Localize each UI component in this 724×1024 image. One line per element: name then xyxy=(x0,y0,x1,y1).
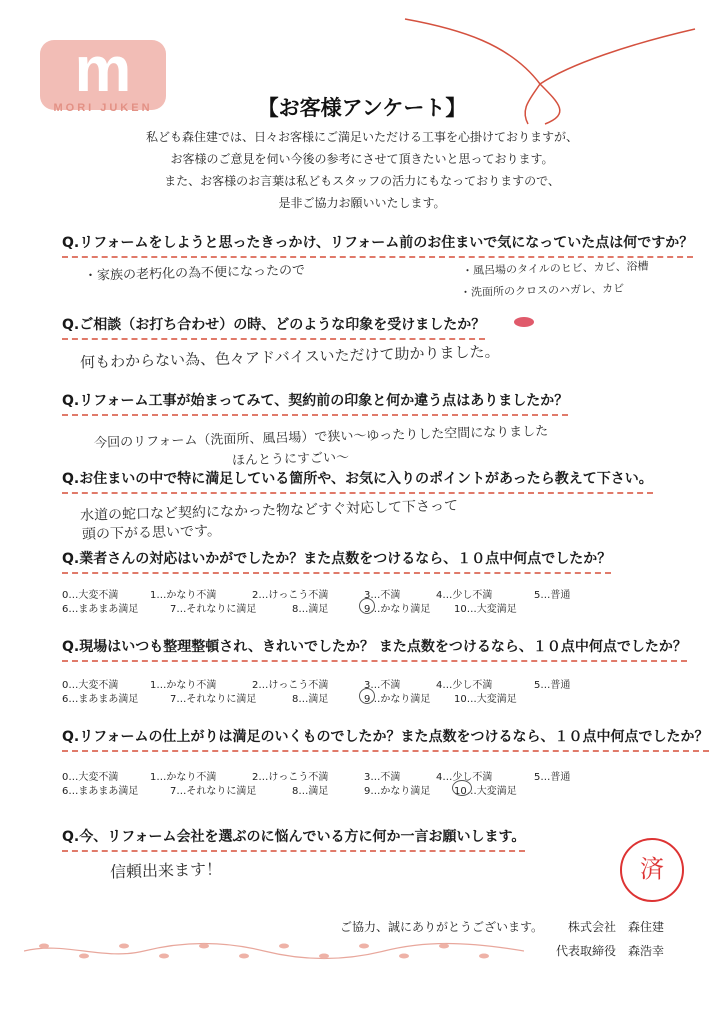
answer-3-line-2: ほんとうにすごい〜 xyxy=(231,450,350,469)
scale-option-0: 0…大変不満 xyxy=(62,680,119,691)
scale-option-5: 5…普通 xyxy=(534,590,571,601)
scale-option-9: 9…かなり満足 xyxy=(364,604,431,615)
scale-option-2: 2…けっこう不満 xyxy=(252,590,329,601)
intro-line-2: お客様のご意見を伺い今後の参考にさせて頂きたいと思っております。 xyxy=(170,152,554,166)
question-8: Q.今、リフォーム会社を選ぶのに悩んでいる方に何か一言お願いします。 xyxy=(62,826,525,852)
scale-option-2: 2…けっこう不満 xyxy=(252,680,329,691)
rating-scale-q7 xyxy=(62,768,622,798)
scale-option-7: 7…それなりに満足 xyxy=(170,786,257,797)
scale-option-9: 9…かなり満足 xyxy=(364,786,431,797)
completed-stamp: 済 xyxy=(620,838,684,902)
answer-8: 信頼出来ます！ xyxy=(109,859,223,882)
answer-1-left: ・家族の老朽化の為不便になったので xyxy=(83,263,306,284)
answer-4-line-2: 頭の下がる思いです。 xyxy=(81,523,222,543)
floral-border-decoration xyxy=(24,936,524,966)
lips-mark-icon xyxy=(512,314,536,330)
selected-circle-mark xyxy=(452,780,472,796)
scale-option-6: 6…まあまあ満足 xyxy=(62,786,139,797)
scale-option-0: 0…大変不満 xyxy=(62,772,119,783)
scale-option-8: 8…満足 xyxy=(292,786,329,797)
scale-option-4: 4…少し不満 xyxy=(436,772,493,783)
scale-option-10: 10…大変満足 xyxy=(454,694,517,705)
scale-option-1: 1…かなり不満 xyxy=(150,772,217,783)
scale-option-5: 5…普通 xyxy=(534,772,571,783)
scale-option-8: 8…満足 xyxy=(292,694,329,705)
scale-option-3: 3…不満 xyxy=(364,680,401,691)
page-title: 【お客様アンケート】 xyxy=(257,96,467,120)
scale-option-3: 3…不満 xyxy=(364,590,401,601)
scale-option-1: 1…かなり不満 xyxy=(150,590,217,601)
question-1: Q.リフォームをしようと思ったきっかけ、リフォーム前のお住まいで気になっていた点は何ですか？ xyxy=(62,232,693,258)
scale-option-7: 7…それなりに満足 xyxy=(170,694,257,705)
scale-option-2: 2…けっこう不満 xyxy=(252,772,329,783)
question-5: Q.業者さんの対応はいかがでしたか？また点数をつけるなら、１０点中何点でしたか？ xyxy=(62,548,611,574)
question-3: Q.リフォーム工事が始まってみて、契約前の印象と何か違う点はありましたか？ xyxy=(62,390,568,416)
scale-option-6: 6…まあまあ満足 xyxy=(62,604,139,615)
question-2: Q.ご相談（お打ち合わせ）の時、どのような印象を受けましたか？ xyxy=(62,314,485,340)
scale-option-7: 7…それなりに満足 xyxy=(170,604,257,615)
answer-4-line-1: 水道の蛇口など契約になかった物などすぐ対応して下さって xyxy=(79,498,459,524)
rating-scale-q6 xyxy=(62,676,622,706)
scale-option-10: 10…大変満足 xyxy=(454,786,517,797)
intro-line-1: 私ども森住建では、日々お客様にご満足いただける工事を心掛けておりますが、 xyxy=(145,130,578,144)
answer-2: 何もわからない為、色々アドバイスいただけて助かりました。 xyxy=(79,342,500,372)
thanks-text: ご協力、誠にありがとうございます。 xyxy=(340,920,544,934)
rating-scale-q5 xyxy=(62,586,622,616)
answer-3-line-1: 今回のリフォーム（洗面所、風呂場）で狭い〜ゆったりした空間になりました xyxy=(93,424,549,451)
logo-mark: m xyxy=(74,33,132,105)
scale-option-4: 4…少し不満 xyxy=(436,590,493,601)
selected-circle-mark xyxy=(359,688,375,704)
company-name: 株式会社 森住建 xyxy=(568,920,665,934)
scale-option-1: 1…かなり不満 xyxy=(150,680,217,691)
scale-option-4: 4…少し不満 xyxy=(436,680,493,691)
representative-name: 代表取締役 森浩幸 xyxy=(556,944,665,958)
question-4: Q.お住まいの中で特に満足している箇所や、お気に入りのポイントがあったら教えて下さい。 xyxy=(62,468,653,494)
question-6: Q.現場はいつも整理整頓され、きれいでしたか？ また点数をつけるなら、１０点中何点でしたか？ xyxy=(62,636,687,662)
intro-line-4: 是非ご協力お願いいたします。 xyxy=(278,196,446,210)
scale-option-3: 3…不満 xyxy=(364,772,401,783)
scale-option-10: 10…大変満足 xyxy=(454,604,517,615)
scale-option-5: 5…普通 xyxy=(534,680,571,691)
logo-text: MORI JUKEN xyxy=(53,102,153,114)
answer-1-right-1: ・風呂場のタイルのヒビ、カビ、浴槽 xyxy=(461,259,649,278)
question-7: Q.リフォームの仕上がりは満足のいくものでしたか？また点数をつけるなら、１０点中何点でしたか？ xyxy=(62,726,709,752)
selected-circle-mark xyxy=(359,598,375,614)
intro-line-3: また、お客様のお言葉は私どもスタッフの活力にもなっておりますので、 xyxy=(164,174,560,188)
answer-1-right-2: ・洗面所のクロスのハガレ、カビ xyxy=(459,281,625,300)
scale-option-8: 8…満足 xyxy=(292,604,329,615)
scale-option-6: 6…まあまあ満足 xyxy=(62,694,139,705)
scale-option-0: 0…大変不満 xyxy=(62,590,119,601)
scale-option-9: 9…かなり満足 xyxy=(364,694,431,705)
